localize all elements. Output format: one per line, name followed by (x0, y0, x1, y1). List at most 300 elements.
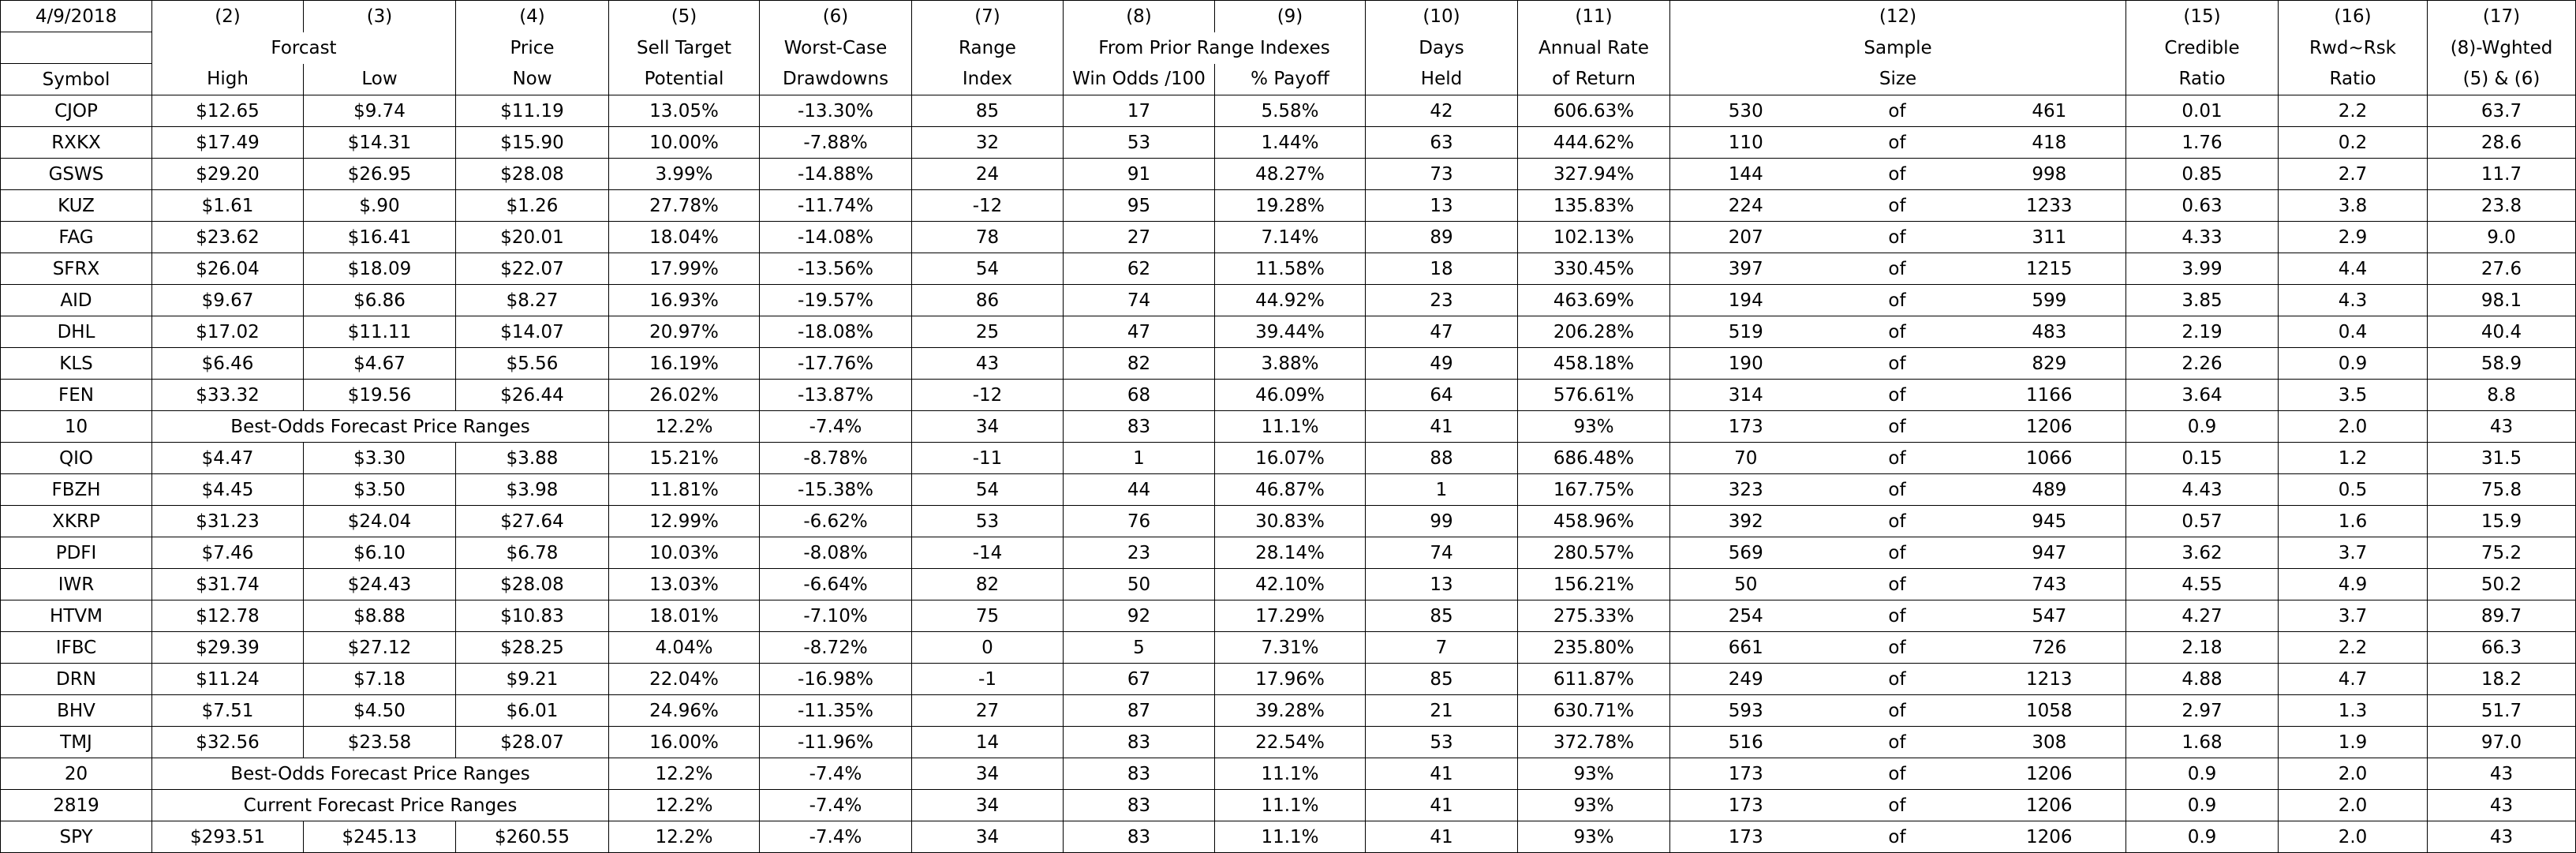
table-row (1, 285, 2576, 316)
win-odds-cell: 68 (1064, 380, 1215, 411)
days-held-cell: 74 (1366, 537, 1518, 569)
forecast-low-cell: $26.95 (304, 159, 456, 190)
credible-ratio-cell: 0.01 (2126, 95, 2279, 127)
range-index-cell: 32 (912, 127, 1064, 159)
annual-return-cell: 206.28% (1518, 316, 1670, 348)
reward-risk-cell: 2.0 (2279, 790, 2428, 821)
days-held-cell: 41 (1366, 821, 1518, 853)
weighted-cell: 9.0 (2428, 222, 2576, 253)
forecast-low-cell: $4.50 (304, 695, 456, 727)
win-odds-cell: 91 (1064, 159, 1215, 190)
forecast-low-cell: $19.56 (304, 380, 456, 411)
sell-target-cell: 13.03% (609, 569, 760, 600)
annual-return-cell: 93% (1518, 411, 1670, 443)
forecast-low-cell: $3.30 (304, 443, 456, 474)
header-row-field-names (1, 64, 2576, 95)
header-field-name: High (152, 64, 304, 95)
credible-ratio-cell: 3.62 (2126, 537, 2279, 569)
sample-count-cell: 173 (1670, 411, 1822, 443)
reward-risk-cell: 0.9 (2279, 348, 2428, 380)
payoff-cell: 11.58% (1215, 253, 1366, 285)
price-now-cell: $5.56 (456, 348, 609, 380)
weighted-cell: 8.8 (2428, 380, 2576, 411)
win-odds-cell: 83 (1064, 821, 1215, 853)
reward-risk-cell: 3.5 (2279, 380, 2428, 411)
win-odds-cell: 92 (1064, 600, 1215, 632)
win-odds-cell: 83 (1064, 790, 1215, 821)
range-index-cell: -12 (912, 380, 1064, 411)
symbol-cell: XKRP (1, 506, 152, 537)
forecast-high-cell: $17.02 (152, 316, 304, 348)
header-field-name: (5) & (6) (2428, 64, 2576, 95)
sample-size-cell: 1206 (1973, 411, 2126, 443)
sample-of-cell: of (1822, 443, 1973, 474)
weighted-cell: 97.0 (2428, 727, 2576, 758)
table-row (1, 821, 2576, 853)
drawdown-cell: -17.76% (760, 348, 912, 380)
payoff-cell: 17.29% (1215, 600, 1366, 632)
table-row (1, 190, 2576, 222)
annual-return-cell: 235.80% (1518, 632, 1670, 664)
reward-risk-cell: 2.0 (2279, 411, 2428, 443)
weighted-cell: 27.6 (2428, 253, 2576, 285)
reward-risk-cell: 0.5 (2279, 474, 2428, 506)
reward-risk-cell: 1.2 (2279, 443, 2428, 474)
sample-size-cell: 461 (1973, 95, 2126, 127)
sample-count-cell: 569 (1670, 537, 1822, 569)
sample-size-cell: 418 (1973, 127, 2126, 159)
payoff-cell: 11.1% (1215, 758, 1366, 790)
reward-risk-cell: 2.2 (2279, 632, 2428, 664)
sample-size-cell: 1215 (1973, 253, 2126, 285)
header-group-title: Price (456, 32, 609, 64)
symbol-cell: CJOP (1, 95, 152, 127)
price-now-cell: $6.01 (456, 695, 609, 727)
sell-target-cell: 10.03% (609, 537, 760, 569)
payoff-cell: 3.88% (1215, 348, 1366, 380)
reward-risk-cell: 0.2 (2279, 127, 2428, 159)
reward-risk-cell: 1.9 (2279, 727, 2428, 758)
win-odds-cell: 62 (1064, 253, 1215, 285)
drawdown-cell: -11.35% (760, 695, 912, 727)
annual-return-cell: 372.78% (1518, 727, 1670, 758)
sample-of-cell: of (1822, 222, 1973, 253)
symbol-cell: HTVM (1, 600, 152, 632)
forecast-low-cell: $24.43 (304, 569, 456, 600)
weighted-cell: 51.7 (2428, 695, 2576, 727)
range-index-cell: 34 (912, 411, 1064, 443)
sell-target-cell: 17.99% (609, 253, 760, 285)
range-index-cell: 34 (912, 821, 1064, 853)
reward-risk-cell: 0.4 (2279, 316, 2428, 348)
annual-return-cell: 280.57% (1518, 537, 1670, 569)
weighted-cell: 18.2 (2428, 664, 2576, 695)
drawdown-cell: -11.74% (760, 190, 912, 222)
symbol-cell: DRN (1, 664, 152, 695)
credible-ratio-cell: 2.97 (2126, 695, 2279, 727)
range-index-cell: 0 (912, 632, 1064, 664)
table-body (1, 95, 2576, 853)
credible-ratio-cell: 3.64 (2126, 380, 2279, 411)
header-group-title: From Prior Range Indexes (1064, 32, 1366, 64)
price-now-cell: $26.44 (456, 380, 609, 411)
drawdown-cell: -8.78% (760, 443, 912, 474)
weighted-cell: 43 (2428, 821, 2576, 853)
forecast-high-cell: $7.46 (152, 537, 304, 569)
forecast-low-cell: $.90 (304, 190, 456, 222)
days-held-cell: 7 (1366, 632, 1518, 664)
win-odds-cell: 87 (1064, 695, 1215, 727)
sample-of-cell: of (1822, 253, 1973, 285)
price-now-cell: $28.08 (456, 159, 609, 190)
annual-return-cell: 327.94% (1518, 159, 1670, 190)
sample-count-cell: 530 (1670, 95, 1822, 127)
payoff-cell: 46.09% (1215, 380, 1366, 411)
sell-target-cell: 12.2% (609, 790, 760, 821)
header-field-name: % Payoff (1215, 64, 1366, 95)
price-now-cell: $11.19 (456, 95, 609, 127)
summary-row (1, 758, 2576, 790)
win-odds-cell: 83 (1064, 758, 1215, 790)
symbol-cell: GSWS (1, 159, 152, 190)
credible-ratio-cell: 0.9 (2126, 411, 2279, 443)
sell-target-cell: 16.93% (609, 285, 760, 316)
drawdown-cell: -11.96% (760, 727, 912, 758)
days-held-cell: 89 (1366, 222, 1518, 253)
days-held-cell: 49 (1366, 348, 1518, 380)
sell-target-cell: 18.04% (609, 222, 760, 253)
credible-ratio-cell: 0.57 (2126, 506, 2279, 537)
payoff-cell: 22.54% (1215, 727, 1366, 758)
range-index-cell: 34 (912, 790, 1064, 821)
forecast-low-cell: $8.88 (304, 600, 456, 632)
sample-count-cell: 397 (1670, 253, 1822, 285)
sell-target-cell: 20.97% (609, 316, 760, 348)
sample-of-cell: of (1822, 285, 1973, 316)
sample-of-cell: of (1822, 474, 1973, 506)
annual-return-cell: 463.69% (1518, 285, 1670, 316)
header-field-name: Index (912, 64, 1064, 95)
sell-target-cell: 24.96% (609, 695, 760, 727)
sell-target-cell: 12.99% (609, 506, 760, 537)
win-odds-cell: 83 (1064, 727, 1215, 758)
sell-target-cell: 12.2% (609, 758, 760, 790)
header-col-number: (6) (760, 1, 912, 32)
sample-size-cell: 1066 (1973, 443, 2126, 474)
symbol-cell: KUZ (1, 190, 152, 222)
sample-count-cell: 144 (1670, 159, 1822, 190)
range-index-cell: -12 (912, 190, 1064, 222)
weighted-cell: 11.7 (2428, 159, 2576, 190)
credible-ratio-cell: 4.43 (2126, 474, 2279, 506)
forecast-low-cell: $3.50 (304, 474, 456, 506)
range-index-cell: 27 (912, 695, 1064, 727)
header-row-column-numbers (1, 1, 2576, 32)
header-col-number: (5) (609, 1, 760, 32)
win-odds-cell: 1 (1064, 443, 1215, 474)
payoff-cell: 11.1% (1215, 790, 1366, 821)
win-odds-cell: 17 (1064, 95, 1215, 127)
reward-risk-cell: 4.3 (2279, 285, 2428, 316)
payoff-cell: 42.10% (1215, 569, 1366, 600)
weighted-cell: 23.8 (2428, 190, 2576, 222)
price-now-cell: $15.90 (456, 127, 609, 159)
price-now-cell: $9.21 (456, 664, 609, 695)
weighted-cell: 58.9 (2428, 348, 2576, 380)
drawdown-cell: -8.08% (760, 537, 912, 569)
forecast-high-cell: $11.24 (152, 664, 304, 695)
forecast-high-cell: $29.20 (152, 159, 304, 190)
sample-count-cell: 254 (1670, 600, 1822, 632)
days-held-cell: 85 (1366, 664, 1518, 695)
range-index-cell: 78 (912, 222, 1064, 253)
range-index-cell: 25 (912, 316, 1064, 348)
symbol-cell: AID (1, 285, 152, 316)
reward-risk-cell: 2.2 (2279, 95, 2428, 127)
summary-label-cell: 10 (1, 411, 152, 443)
symbol-cell: FAG (1, 222, 152, 253)
annual-return-cell: 458.96% (1518, 506, 1670, 537)
drawdown-cell: -7.4% (760, 758, 912, 790)
drawdown-cell: -8.72% (760, 632, 912, 664)
days-held-cell: 41 (1366, 790, 1518, 821)
forecast-high-cell: $4.45 (152, 474, 304, 506)
forecast-low-cell: $18.09 (304, 253, 456, 285)
sell-target-cell: 22.04% (609, 664, 760, 695)
forecast-low-cell: $9.74 (304, 95, 456, 127)
price-now-cell: $1.26 (456, 190, 609, 222)
sell-target-cell: 18.01% (609, 600, 760, 632)
range-index-cell: 86 (912, 285, 1064, 316)
sell-target-cell: 27.78% (609, 190, 760, 222)
sample-of-cell: of (1822, 95, 1973, 127)
sample-size-cell: 311 (1973, 222, 2126, 253)
drawdown-cell: -14.88% (760, 159, 912, 190)
weighted-cell: 50.2 (2428, 569, 2576, 600)
header-group-title: Forcast (152, 32, 456, 64)
drawdown-cell: -14.08% (760, 222, 912, 253)
annual-return-cell: 576.61% (1518, 380, 1670, 411)
header-field-name: Low (304, 64, 456, 95)
win-odds-cell: 83 (1064, 411, 1215, 443)
reward-risk-cell: 3.7 (2279, 600, 2428, 632)
sample-size-cell: 483 (1973, 316, 2126, 348)
reward-risk-cell: 2.0 (2279, 821, 2428, 853)
sample-size-cell: 1206 (1973, 821, 2126, 853)
sample-of-cell: of (1822, 695, 1973, 727)
payoff-cell: 48.27% (1215, 159, 1366, 190)
sample-count-cell: 173 (1670, 758, 1822, 790)
days-held-cell: 41 (1366, 411, 1518, 443)
win-odds-cell: 50 (1064, 569, 1215, 600)
table-row (1, 159, 2576, 190)
summary-title-cell: Best-Odds Forecast Price Ranges (152, 758, 609, 790)
annual-return-cell: 458.18% (1518, 348, 1670, 380)
reward-risk-cell: 1.6 (2279, 506, 2428, 537)
header-field-name: Symbol (1, 64, 152, 95)
weighted-cell: 98.1 (2428, 285, 2576, 316)
credible-ratio-cell: 2.18 (2126, 632, 2279, 664)
sample-size-cell: 829 (1973, 348, 2126, 380)
forecast-low-cell: $6.86 (304, 285, 456, 316)
credible-ratio-cell: 0.15 (2126, 443, 2279, 474)
forecast-low-cell: $23.58 (304, 727, 456, 758)
header-field-name: Ratio (2279, 64, 2428, 95)
weighted-cell: 75.8 (2428, 474, 2576, 506)
drawdown-cell: -7.4% (760, 790, 912, 821)
forecast-low-cell: $16.41 (304, 222, 456, 253)
header-col-number: (8) (1064, 1, 1215, 32)
symbol-cell: FBZH (1, 474, 152, 506)
table-header (1, 1, 2576, 95)
price-now-cell: $3.88 (456, 443, 609, 474)
forecast-low-cell: $7.18 (304, 664, 456, 695)
symbol-cell: PDFI (1, 537, 152, 569)
payoff-cell: 11.1% (1215, 821, 1366, 853)
sample-size-cell: 1213 (1973, 664, 2126, 695)
range-index-cell: 82 (912, 569, 1064, 600)
range-index-cell: 75 (912, 600, 1064, 632)
table-row (1, 632, 2576, 664)
price-now-cell: $14.07 (456, 316, 609, 348)
reward-risk-cell: 4.4 (2279, 253, 2428, 285)
header-group-title: Credible (2126, 32, 2279, 64)
credible-ratio-cell: 4.33 (2126, 222, 2279, 253)
forecast-high-cell: $17.49 (152, 127, 304, 159)
table-row (1, 222, 2576, 253)
sample-size-cell: 947 (1973, 537, 2126, 569)
header-col-number: (10) (1366, 1, 1518, 32)
range-index-cell: 54 (912, 253, 1064, 285)
price-now-cell: $28.08 (456, 569, 609, 600)
drawdown-cell: -13.30% (760, 95, 912, 127)
days-held-cell: 73 (1366, 159, 1518, 190)
sell-target-cell: 13.05% (609, 95, 760, 127)
header-col-number: (16) (2279, 1, 2428, 32)
credible-ratio-cell: 3.99 (2126, 253, 2279, 285)
forecast-low-cell: $27.12 (304, 632, 456, 664)
header-group-title: Sell Target (609, 32, 760, 64)
days-held-cell: 23 (1366, 285, 1518, 316)
sell-target-cell: 15.21% (609, 443, 760, 474)
sample-of-cell: of (1822, 758, 1973, 790)
credible-ratio-cell: 0.9 (2126, 758, 2279, 790)
sample-count-cell: 207 (1670, 222, 1822, 253)
payoff-cell: 16.07% (1215, 443, 1366, 474)
weighted-cell: 43 (2428, 790, 2576, 821)
sample-of-cell: of (1822, 380, 1973, 411)
sample-of-cell: of (1822, 159, 1973, 190)
range-index-cell: -14 (912, 537, 1064, 569)
header-field-name: of Return (1518, 64, 1670, 95)
drawdown-cell: -19.57% (760, 285, 912, 316)
days-held-cell: 21 (1366, 695, 1518, 727)
annual-return-cell: 444.62% (1518, 127, 1670, 159)
table-row (1, 316, 2576, 348)
sample-size-cell: 599 (1973, 285, 2126, 316)
reward-risk-cell: 2.9 (2279, 222, 2428, 253)
reward-risk-cell: 3.8 (2279, 190, 2428, 222)
summary-label-cell: 2819 (1, 790, 152, 821)
header-field-name: Win Odds /100 (1064, 64, 1215, 95)
win-odds-cell: 23 (1064, 537, 1215, 569)
drawdown-cell: -6.64% (760, 569, 912, 600)
symbol-cell: DHL (1, 316, 152, 348)
credible-ratio-cell: 2.26 (2126, 348, 2279, 380)
sample-of-cell: of (1822, 790, 1973, 821)
symbol-cell: BHV (1, 695, 152, 727)
credible-ratio-cell: 4.88 (2126, 664, 2279, 695)
sample-count-cell: 392 (1670, 506, 1822, 537)
days-held-cell: 85 (1366, 600, 1518, 632)
annual-return-cell: 167.75% (1518, 474, 1670, 506)
days-held-cell: 64 (1366, 380, 1518, 411)
sample-of-cell: of (1822, 569, 1973, 600)
table-row (1, 569, 2576, 600)
days-held-cell: 41 (1366, 758, 1518, 790)
sample-size-cell: 308 (1973, 727, 2126, 758)
sample-count-cell: 50 (1670, 569, 1822, 600)
summary-row (1, 790, 2576, 821)
symbol-cell: TMJ (1, 727, 152, 758)
price-now-cell: $6.78 (456, 537, 609, 569)
sample-size-cell: 1058 (1973, 695, 2126, 727)
symbol-cell: IWR (1, 569, 152, 600)
symbol-cell: RXKX (1, 127, 152, 159)
table-row (1, 506, 2576, 537)
weighted-cell: 31.5 (2428, 443, 2576, 474)
sample-count-cell: 194 (1670, 285, 1822, 316)
sample-of-cell: of (1822, 411, 1973, 443)
credible-ratio-cell: 4.27 (2126, 600, 2279, 632)
weighted-cell: 89.7 (2428, 600, 2576, 632)
drawdown-cell: -13.87% (760, 380, 912, 411)
header-group-title: Range (912, 32, 1064, 64)
weighted-cell: 43 (2428, 411, 2576, 443)
credible-ratio-cell: 1.68 (2126, 727, 2279, 758)
header-col-number: (9) (1215, 1, 1366, 32)
reward-risk-cell: 2.0 (2279, 758, 2428, 790)
range-index-cell: 14 (912, 727, 1064, 758)
credible-ratio-cell: 1.76 (2126, 127, 2279, 159)
sample-of-cell: of (1822, 727, 1973, 758)
range-index-cell: 54 (912, 474, 1064, 506)
credible-ratio-cell: 0.85 (2126, 159, 2279, 190)
sell-target-cell: 11.81% (609, 474, 760, 506)
price-now-cell: $28.25 (456, 632, 609, 664)
credible-ratio-cell: 4.55 (2126, 569, 2279, 600)
table-row (1, 253, 2576, 285)
weighted-cell: 15.9 (2428, 506, 2576, 537)
range-index-cell: 53 (912, 506, 1064, 537)
credible-ratio-cell: 0.9 (2126, 790, 2279, 821)
days-held-cell: 1 (1366, 474, 1518, 506)
sell-target-cell: 3.99% (609, 159, 760, 190)
sample-count-cell: 314 (1670, 380, 1822, 411)
summary-title-cell: Current Forecast Price Ranges (152, 790, 609, 821)
annual-return-cell: 135.83% (1518, 190, 1670, 222)
sell-target-cell: 26.02% (609, 380, 760, 411)
drawdown-cell: -18.08% (760, 316, 912, 348)
header-col-number: (17) (2428, 1, 2576, 32)
forecast-high-cell: $1.61 (152, 190, 304, 222)
price-now-cell: $8.27 (456, 285, 609, 316)
symbol-cell: FEN (1, 380, 152, 411)
table-row (1, 695, 2576, 727)
drawdown-cell: -7.4% (760, 821, 912, 853)
sample-of-cell: of (1822, 821, 1973, 853)
sample-size-cell: 489 (1973, 474, 2126, 506)
